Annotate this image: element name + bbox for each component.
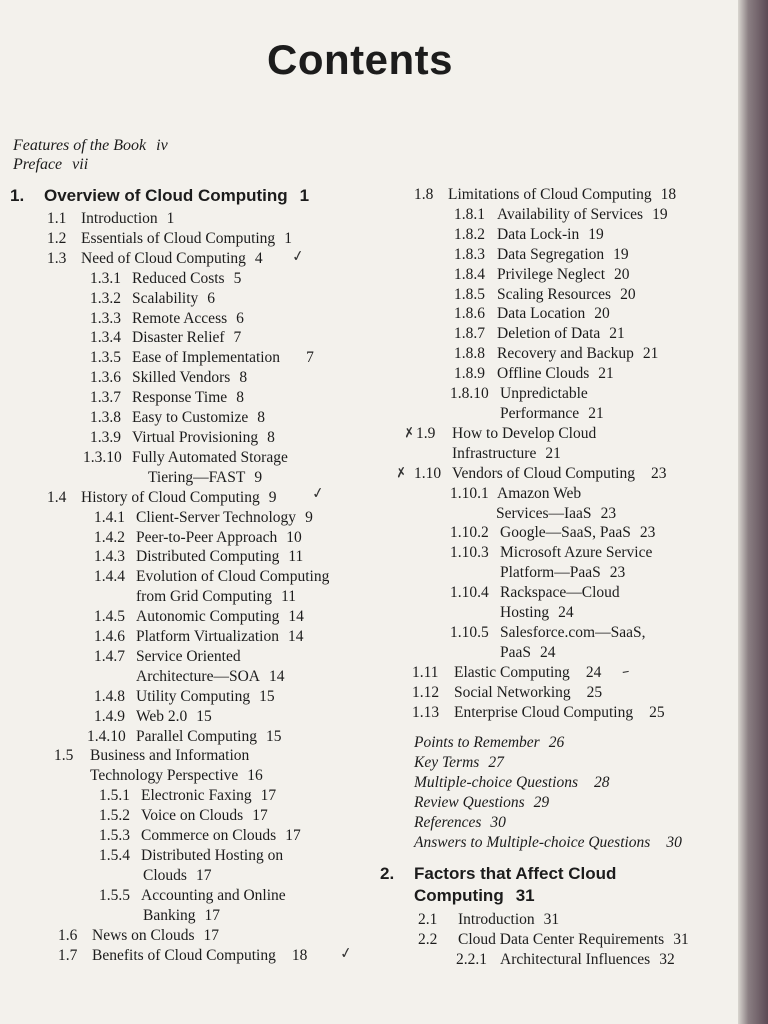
entry-number: 1.11 bbox=[412, 663, 439, 681]
entry-page: 17 bbox=[203, 926, 219, 944]
toc-entry-continued bbox=[10, 766, 370, 786]
entry-number: 1.6 bbox=[58, 926, 78, 944]
entry-page: 1 bbox=[284, 229, 292, 247]
entry-page: 23 bbox=[600, 504, 617, 522]
entry-label: Privilege Neglect bbox=[497, 265, 606, 283]
chapter-number: 2. bbox=[380, 863, 395, 883]
entry-page: 4 bbox=[254, 249, 263, 267]
end-matter-label: Multiple-choice Questions bbox=[414, 774, 578, 792]
chapter-title: Factors that Affect Cloud bbox=[414, 863, 617, 883]
entry-label: Cloud Data Center Requirements bbox=[458, 930, 665, 948]
toc-entry-continued bbox=[410, 504, 730, 524]
entry-number: 1.10.3 bbox=[450, 544, 489, 562]
entry-page: 24 bbox=[540, 643, 556, 661]
entry-label: Parallel Computing bbox=[136, 727, 257, 745]
entry-number: 1.8 bbox=[414, 186, 434, 203]
chapter-2-heading-continued bbox=[410, 885, 730, 907]
front-item-page: vii bbox=[72, 156, 89, 173]
toc-entry bbox=[10, 826, 370, 846]
entry-label: PaaS bbox=[500, 643, 531, 661]
entry-number: 1.5.2 bbox=[99, 807, 130, 825]
entry-number: 1.8.8 bbox=[454, 345, 485, 363]
toc-entry bbox=[10, 368, 370, 388]
entry-number: 2.1 bbox=[418, 910, 438, 928]
chapter-title: Overview of Cloud Computing bbox=[44, 186, 288, 205]
entry-label: Platform Virtualization bbox=[136, 628, 279, 646]
entry-page: 23 bbox=[609, 564, 626, 582]
toc-entry bbox=[402, 424, 730, 444]
checkmark-icon: ✓ bbox=[290, 245, 306, 266]
entry-page: 8 bbox=[236, 389, 244, 407]
entry-page: 17 bbox=[204, 906, 221, 924]
entry-number: 1.5.5 bbox=[99, 886, 130, 904]
toc-entry-continued bbox=[410, 603, 730, 623]
entry-label: Disaster Relief bbox=[132, 329, 225, 347]
entry-label: Commerce on Clouds bbox=[141, 827, 277, 845]
entry-label: Remote Access bbox=[132, 309, 228, 327]
toc-entry bbox=[10, 528, 370, 548]
front-item bbox=[13, 155, 168, 174]
toc-entry-continued bbox=[10, 906, 370, 926]
entry-number: 1.10.5 bbox=[450, 623, 489, 641]
toc-entry bbox=[410, 663, 730, 683]
toc-entry-continued bbox=[10, 667, 370, 687]
end-matter-item bbox=[410, 773, 730, 793]
toc-entry bbox=[410, 683, 730, 703]
entry-number: 1.3.2 bbox=[90, 289, 121, 307]
toc-entry bbox=[10, 746, 370, 766]
entry-page: 21 bbox=[588, 404, 604, 422]
entry-page: 31 bbox=[673, 930, 689, 948]
chapter-2-heading bbox=[380, 863, 730, 885]
entry-label: Scaling Resources bbox=[497, 285, 612, 303]
entry-number: 2.2.1 bbox=[456, 950, 487, 968]
end-matter-item bbox=[410, 833, 730, 853]
entry-label: Platform—PaaS bbox=[500, 564, 601, 582]
entry-label: Accounting and Online bbox=[141, 886, 286, 904]
end-matter-label: References bbox=[414, 814, 482, 832]
toc-entry bbox=[10, 727, 370, 747]
toc-entry bbox=[410, 225, 730, 245]
entry-page: 19 bbox=[652, 205, 668, 223]
chapter-title: Computing bbox=[414, 885, 504, 905]
entry-page: 31 bbox=[543, 910, 560, 928]
entry-page: 11 bbox=[281, 588, 296, 606]
toc-entry bbox=[410, 205, 730, 225]
toc-entry bbox=[410, 324, 730, 344]
toc-entry bbox=[410, 523, 730, 543]
entry-label: Client-Server Technology bbox=[136, 508, 297, 526]
entry-page: 25 bbox=[649, 703, 665, 721]
entry-page: 19 bbox=[613, 245, 629, 263]
entry-label: Data Segregation bbox=[497, 245, 605, 263]
entry-page: 18 bbox=[291, 946, 308, 964]
toc-entry bbox=[10, 448, 370, 468]
entry-label: Reduced Costs bbox=[132, 269, 225, 287]
toc-entry bbox=[10, 687, 370, 707]
end-matter-label: Points to Remember bbox=[414, 734, 540, 752]
entry-page: 21 bbox=[598, 365, 614, 383]
toc-entry bbox=[410, 543, 730, 563]
entry-label: Voice on Clouds bbox=[141, 807, 244, 825]
entry-number: 1.5.3 bbox=[99, 827, 130, 845]
entry-number: 1.4.4 bbox=[94, 568, 125, 586]
toc-entry bbox=[10, 926, 370, 946]
toc-left-column bbox=[10, 185, 370, 965]
end-matter-item bbox=[410, 753, 730, 773]
entry-page: 21 bbox=[642, 345, 659, 363]
entry-page: 5 bbox=[233, 269, 242, 287]
entry-label: News on Clouds bbox=[92, 926, 195, 944]
entry-number: 1.3.10 bbox=[83, 448, 122, 466]
toc-entry bbox=[10, 786, 370, 806]
entry-page: 7 bbox=[233, 329, 242, 347]
entry-page: 7 bbox=[306, 349, 314, 367]
entry-page: 9 bbox=[268, 488, 277, 506]
entry-page: 21 bbox=[545, 444, 561, 462]
checkmark-icon: ✓ bbox=[310, 482, 326, 503]
entry-page: 23 bbox=[651, 464, 667, 482]
entry-number: 1.4.10 bbox=[87, 727, 126, 745]
entry-number: 1.5.1 bbox=[99, 787, 130, 805]
entry-page: 23 bbox=[639, 524, 656, 542]
entry-label: Service Oriented bbox=[136, 647, 241, 665]
entry-label: Services—IaaS bbox=[496, 504, 592, 522]
entry-number: 1.10.1 bbox=[450, 484, 489, 502]
toc-entry bbox=[10, 508, 370, 528]
entry-label: Technology Perspective bbox=[90, 767, 239, 785]
toc-entry bbox=[10, 309, 370, 329]
entry-label: Electronic Faxing bbox=[141, 787, 252, 805]
entry-page: 20 bbox=[594, 305, 610, 323]
entry-number: 1.4 bbox=[47, 488, 67, 506]
entry-page: 14 bbox=[268, 667, 285, 685]
toc-entry bbox=[410, 930, 730, 950]
toc-entry bbox=[10, 408, 370, 428]
end-matter-item bbox=[410, 733, 730, 753]
chapter-1-heading bbox=[10, 185, 370, 207]
toc-entry-continued bbox=[10, 866, 370, 886]
entry-number: 1.3.5 bbox=[90, 349, 121, 367]
entry-page: 24 bbox=[585, 663, 602, 681]
entry-label: Distributed Hosting on bbox=[141, 847, 284, 864]
toc-entry bbox=[410, 910, 730, 930]
entry-page: 8 bbox=[239, 369, 248, 387]
entry-number: 1.3.3 bbox=[90, 309, 121, 327]
entry-label: Data Location bbox=[497, 305, 586, 323]
toc-entry bbox=[410, 344, 730, 364]
entry-page: 17 bbox=[260, 787, 277, 805]
entry-number: 1.5.4 bbox=[99, 847, 130, 864]
toc-entry bbox=[410, 285, 730, 305]
entry-page: 14 bbox=[288, 628, 304, 646]
entry-label: Web 2.0 bbox=[136, 707, 188, 725]
toc-entry-continued bbox=[410, 444, 730, 464]
entry-label: Distributed Computing bbox=[136, 548, 280, 566]
entry-label: Utility Computing bbox=[136, 687, 251, 705]
entry-page: 14 bbox=[288, 608, 304, 626]
toc-entry bbox=[410, 623, 730, 643]
end-matter-page: 30 bbox=[666, 834, 682, 851]
entry-page: 8 bbox=[267, 428, 275, 446]
entry-label: Unpredictable bbox=[500, 385, 588, 403]
entry-number: 1.10.2 bbox=[450, 524, 489, 542]
toc-entry bbox=[410, 384, 730, 404]
toc-entry bbox=[10, 627, 370, 647]
entry-label: Scalability bbox=[132, 289, 199, 307]
toc-entry bbox=[10, 245, 370, 269]
toc-right-column bbox=[380, 185, 730, 970]
toc-entry bbox=[10, 707, 370, 727]
entry-label: Infrastructure bbox=[452, 444, 537, 462]
toc-entry bbox=[10, 209, 370, 229]
end-matter-label: Answers to Multiple-choice Questions bbox=[414, 834, 651, 851]
toc-entry bbox=[410, 304, 730, 324]
entry-number: 1.3.7 bbox=[90, 389, 121, 407]
entry-number: 1.8.4 bbox=[454, 265, 485, 283]
entry-number: 2.2 bbox=[418, 930, 438, 948]
entry-number: 1.4.9 bbox=[94, 707, 125, 725]
toc-entry bbox=[10, 942, 370, 966]
toc-entry bbox=[394, 464, 730, 484]
entry-number: 1.8.9 bbox=[454, 365, 485, 383]
toc-entry bbox=[10, 647, 370, 667]
entry-number: 1.4.1 bbox=[94, 508, 125, 526]
front-item-page: iv bbox=[156, 137, 168, 154]
entry-page: 19 bbox=[588, 225, 604, 243]
entry-page: 17 bbox=[285, 827, 301, 845]
toc-entry bbox=[410, 484, 730, 504]
entry-page: 20 bbox=[614, 265, 630, 283]
entry-number: 1.4.3 bbox=[94, 548, 125, 566]
toc-entry bbox=[10, 289, 370, 309]
entry-label: Hosting bbox=[500, 604, 550, 622]
entry-number: 1.4.8 bbox=[94, 687, 125, 705]
entry-page: 15 bbox=[196, 707, 212, 725]
entry-number: 1.8.7 bbox=[454, 325, 485, 343]
entry-label: Banking bbox=[143, 906, 196, 924]
toc-entry bbox=[410, 265, 730, 285]
entry-page: 18 bbox=[660, 186, 677, 203]
entry-number: 1.2 bbox=[47, 229, 67, 247]
entry-page: 6 bbox=[207, 289, 216, 307]
entry-page: 24 bbox=[558, 604, 574, 622]
entry-label: Tiering—FAST bbox=[148, 468, 246, 486]
entry-page: 20 bbox=[620, 285, 636, 303]
end-matter-page: 26 bbox=[548, 734, 565, 752]
entry-number: 1.8.3 bbox=[454, 245, 485, 263]
entry-label: Microsoft Azure Service bbox=[500, 544, 653, 562]
entry-label: History of Cloud Computing bbox=[81, 488, 260, 506]
dash-mark-icon: – bbox=[620, 661, 631, 681]
entry-number: 1.9 bbox=[416, 424, 436, 442]
toc-entry bbox=[10, 229, 370, 249]
end-matter-label: Review Questions bbox=[414, 794, 525, 812]
toc-entry bbox=[410, 245, 730, 265]
entry-page: 9 bbox=[305, 508, 313, 526]
entry-number: 1.8.1 bbox=[454, 205, 485, 223]
entry-label: Fully Automated Storage bbox=[132, 448, 288, 466]
entry-label: Autonomic Computing bbox=[136, 608, 280, 626]
entry-label: Salesforce.com—SaaS, bbox=[500, 623, 646, 641]
entry-number: 1.3 bbox=[47, 249, 67, 267]
end-matter-label: Key Terms bbox=[414, 754, 480, 772]
entry-number: 1.4.6 bbox=[94, 628, 125, 646]
entry-label: How to Develop Cloud bbox=[452, 424, 597, 442]
entry-label: Data Lock-in bbox=[497, 225, 580, 243]
entry-page: 15 bbox=[265, 727, 282, 745]
entry-number: 1.4.7 bbox=[94, 647, 125, 665]
entry-label: Google—SaaS, PaaS bbox=[500, 524, 631, 542]
entry-number: 1.8.6 bbox=[454, 305, 485, 323]
entry-page: 15 bbox=[259, 687, 275, 705]
entry-label: Amazon Web bbox=[497, 484, 582, 502]
entry-label: Peer-to-Peer Approach bbox=[136, 528, 278, 546]
entry-number: 1.8.2 bbox=[454, 225, 485, 243]
page-title: Contents bbox=[267, 36, 453, 83]
entry-label: Rackspace—Cloud bbox=[500, 584, 620, 602]
entry-label: Benefits of Cloud Computing bbox=[92, 946, 276, 964]
entry-page: 25 bbox=[586, 683, 603, 701]
entry-number: 1.10 bbox=[414, 464, 442, 482]
entry-number: 1.13 bbox=[412, 703, 440, 721]
toc-entry bbox=[10, 482, 370, 508]
entry-page: 32 bbox=[659, 950, 675, 968]
entry-label: Introduction bbox=[81, 210, 158, 227]
front-matter bbox=[13, 136, 168, 174]
cross-mark-icon: ✗ bbox=[402, 425, 417, 442]
end-matter-item bbox=[410, 793, 730, 813]
cross-mark-icon: ✗ bbox=[394, 464, 409, 482]
entry-label: from Grid Computing bbox=[136, 588, 273, 606]
entry-label: Architecture—SOA bbox=[136, 667, 260, 685]
checkmark-icon: ✓ bbox=[338, 942, 354, 963]
entry-number: 1.8.5 bbox=[454, 285, 485, 303]
entry-label: Offline Clouds bbox=[497, 365, 590, 383]
entry-label: Social Networking bbox=[454, 683, 571, 701]
toc-entry bbox=[10, 547, 370, 567]
toc-entry bbox=[10, 428, 370, 448]
entry-number: 1.1 bbox=[47, 210, 67, 227]
entry-page: 1 bbox=[166, 210, 175, 227]
toc-entry bbox=[410, 364, 730, 384]
toc-entry bbox=[410, 583, 730, 603]
entry-page: 17 bbox=[195, 866, 212, 884]
entry-label: Availability of Services bbox=[497, 205, 644, 223]
entry-number: 1.3.6 bbox=[90, 369, 121, 387]
entry-page: 16 bbox=[247, 767, 263, 785]
entry-label: Skilled Vendors bbox=[132, 369, 231, 387]
entry-number: 1.7 bbox=[58, 946, 78, 964]
entry-label: Introduction bbox=[458, 910, 535, 928]
entry-page: 11 bbox=[288, 548, 304, 566]
entry-label: Enterprise Cloud Computing bbox=[454, 703, 634, 721]
toc-entry-continued bbox=[10, 587, 370, 607]
end-matter-page: 27 bbox=[488, 754, 504, 772]
entry-label: Limitations of Cloud Computing bbox=[448, 186, 652, 203]
toc-entry bbox=[10, 886, 370, 906]
entry-number: 1.12 bbox=[412, 683, 440, 701]
toc-entry bbox=[10, 348, 370, 368]
toc-entry bbox=[10, 269, 370, 289]
entry-label: Business and Information bbox=[90, 747, 250, 765]
chapter-page: 31 bbox=[515, 885, 535, 905]
entry-number: 1.5 bbox=[54, 747, 74, 765]
entry-page: 8 bbox=[257, 409, 265, 427]
toc-entry bbox=[10, 567, 370, 587]
front-item-label: Preface bbox=[13, 156, 63, 173]
entry-label: Elastic Computing bbox=[454, 663, 570, 681]
entry-label: Response Time bbox=[132, 389, 228, 407]
entry-label: Performance bbox=[500, 404, 580, 422]
entry-label: Deletion of Data bbox=[497, 325, 601, 343]
entry-number: 1.3.4 bbox=[90, 329, 121, 347]
entry-label: Clouds bbox=[143, 866, 187, 884]
entry-number: 1.8.10 bbox=[450, 385, 489, 403]
toc-entry bbox=[410, 950, 730, 970]
entry-label: Evolution of Cloud Computing bbox=[136, 568, 330, 586]
entry-number: 1.4.2 bbox=[94, 528, 125, 546]
entry-page: 17 bbox=[252, 807, 268, 825]
entry-number: 1.4.5 bbox=[94, 608, 125, 626]
toc-entry bbox=[10, 846, 370, 866]
entry-page: 9 bbox=[254, 468, 263, 486]
entry-label: Virtual Provisioning bbox=[132, 428, 259, 446]
entry-page: 6 bbox=[236, 309, 244, 327]
entry-label: Need of Cloud Computing bbox=[81, 249, 246, 267]
entry-number: 1.3.9 bbox=[90, 428, 121, 446]
chapter-number: 1. bbox=[10, 186, 25, 205]
end-matter-page: 30 bbox=[490, 814, 506, 832]
end-matter-item bbox=[410, 813, 730, 833]
toc-entry bbox=[10, 388, 370, 408]
toc-entry bbox=[410, 185, 730, 205]
end-matter-page: 28 bbox=[594, 774, 610, 792]
entry-label: Ease of Implementation bbox=[132, 349, 281, 367]
end-matter-page: 29 bbox=[533, 794, 550, 812]
entry-number: 1.3.1 bbox=[90, 269, 121, 287]
toc-entry-continued bbox=[410, 404, 730, 424]
toc-entry-continued bbox=[410, 563, 730, 583]
entry-page: 21 bbox=[609, 325, 625, 343]
entry-label: Vendors of Cloud Computing bbox=[452, 464, 635, 482]
entry-label: Easy to Customize bbox=[132, 409, 249, 427]
toc-entry-continued bbox=[410, 643, 730, 663]
toc-entry bbox=[10, 607, 370, 627]
toc-entry bbox=[10, 328, 370, 348]
front-item bbox=[13, 136, 168, 155]
page-edge-shadow bbox=[738, 0, 768, 1024]
entry-label: Recovery and Backup bbox=[497, 345, 634, 363]
front-item-label: Features of the Book bbox=[13, 137, 147, 154]
entry-label: Essentials of Cloud Computing bbox=[81, 229, 276, 247]
entry-number: 1.3.8 bbox=[90, 409, 121, 427]
entry-number: 1.10.4 bbox=[450, 584, 489, 602]
toc-entry bbox=[10, 806, 370, 826]
chapter-page: 1 bbox=[299, 186, 310, 205]
entry-page: 10 bbox=[286, 528, 302, 546]
toc-entry bbox=[410, 703, 730, 723]
entry-label: Architectural Influences bbox=[500, 950, 651, 968]
